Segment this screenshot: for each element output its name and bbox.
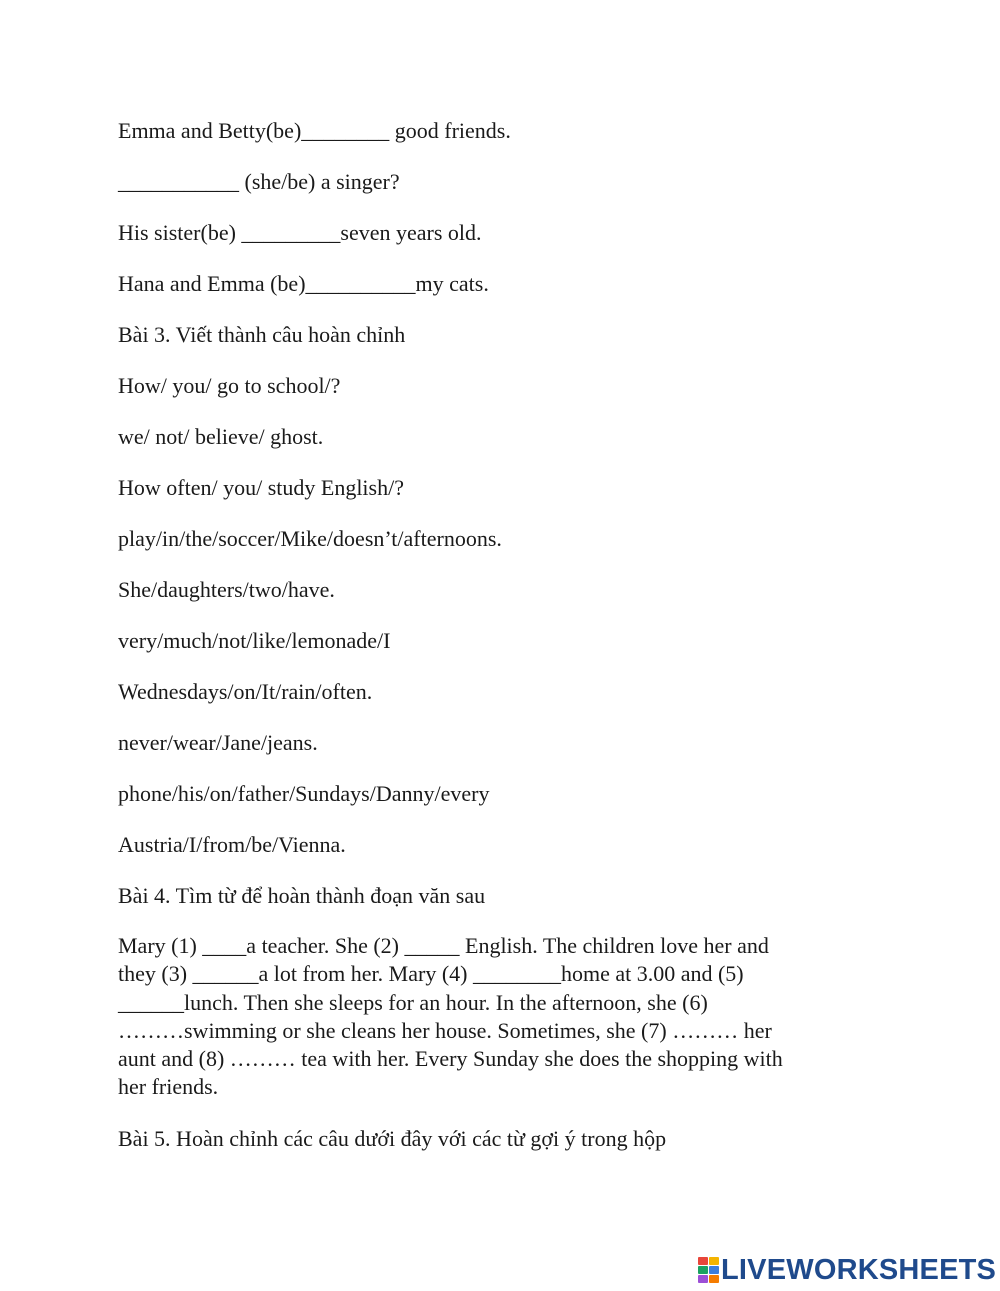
exercise-line: play/in/the/soccer/Mike/doesn’t/afternoons. [118,526,502,551]
liveworksheets-logo [698,1254,996,1286]
logo-icon [698,1257,718,1283]
logo-icon-cell [698,1275,708,1283]
logo-icon-cell [709,1266,719,1274]
paragraph-line: they (3) ______a lot from her. Mary (4) ________home at 3.00 and (5) [118,961,744,987]
exercise-line: How often/ you/ study English/? [118,475,404,500]
paragraph-line: ______lunch. Then she sleeps for an hour. In the afternoon, she (6) [118,989,708,1015]
exercise-line: Emma and Betty(be)________ good friends. [118,118,511,143]
section-heading: Bài 5. Hoàn chỉnh các câu dưới đây với các từ gợi ý trong hộp [118,1126,667,1151]
paragraph-line: ………swimming or she cleans her house. Sometimes, she (7) ……… her [118,1017,772,1043]
section-heading: Bài 4. Tìm từ để hoàn thành đoạn văn sau [118,883,486,908]
section-heading: Bài 3. Viết thành câu hoàn chỉnh [118,322,406,347]
logo-icon-cell [698,1257,708,1265]
exercise-line: never/wear/Jane/jeans. [118,730,318,755]
exercise-line: very/much/not/like/lemonade/I [118,628,391,653]
exercise-line: Austria/I/from/be/Vienna. [118,832,346,857]
exercise-line: Hana and Emma (be)__________my cats. [118,271,489,296]
logo-text: LIVEWORKSHEETS [721,1253,997,1286]
exercise-line: She/daughters/two/have. [118,577,335,602]
logo-icon-cell [709,1257,719,1265]
fill-in-paragraph [118,932,878,1102]
exercise-line: phone/his/on/father/Sundays/Danny/every [118,781,490,806]
paragraph-line: her friends. [118,1074,219,1100]
exercise-line: we/ not/ believe/ ghost. [118,424,324,449]
paragraph-line: aunt and (8) ……… tea with her. Every Sunday she does the shopping with [118,1046,783,1072]
logo-icon-cell [698,1266,708,1274]
paragraph-line: Mary (1) ____a teacher. She (2) _____ English. The children love her and [118,933,769,958]
exercise-line: ___________ (she/be) a singer? [118,169,400,194]
exercise-line: Wednesdays/on/It/rain/often. [118,679,373,704]
exercise-line: How/ you/ go to school/? [118,373,341,398]
logo-icon-cell [709,1275,719,1283]
exercise-line: His sister(be) _________seven years old. [118,220,482,245]
